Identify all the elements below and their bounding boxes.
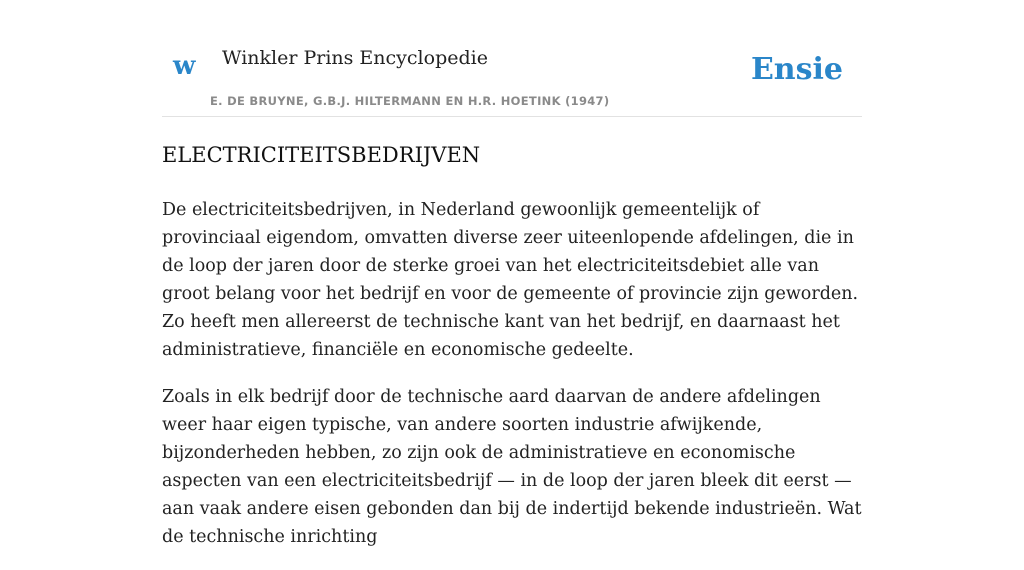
publication-logo-icon[interactable]: w xyxy=(173,51,196,81)
article-paragraph-2: Zoals in elk bedrijf door de technische aard daarvan de andere afdelingen weer haar eigen typische, van andere soorten industrie afwijkende, bijzonderheden hebben, zo zijn ook de administratieve en economische aspecten van een electriciteitsbedrijf — in de loop der jaren bleek dit eerst — aan vaak andere eisen gebonden dan bij de indertijd bekende industrieën. Wat de technische inrichting xyxy=(162,387,862,547)
ensie-brand-logo[interactable]: Ensie xyxy=(750,52,843,87)
article-paragraph-1: De electriciteitsbedrijven, in Nederland gewoonlijk gemeentelijk of provinciaal eigendom, omvatten diverse zeer uiteenlopende afdelingen, die in de loop der jaren door de sterke groei van het electriciteitsdebiet alle van groot belang voor het bedrijf en voor de gemeente of provincie zijn geworden. Zo heeft men allereerst de technische kant van het bedrijf, en daarnaast het administratieve, financiële en economische gedeelte. xyxy=(162,200,859,360)
article xyxy=(162,140,862,570)
article-title: ELECTRICITEITSBEDRIJVEN xyxy=(162,143,481,167)
publication-authors: E. DE BRUYNE, G.B.J. HILTERMANN EN H.R. HOETINK (1947) xyxy=(210,94,610,108)
publication-title-link[interactable]: Winkler Prins Encyclopedie xyxy=(222,47,488,69)
site-header xyxy=(162,0,862,117)
